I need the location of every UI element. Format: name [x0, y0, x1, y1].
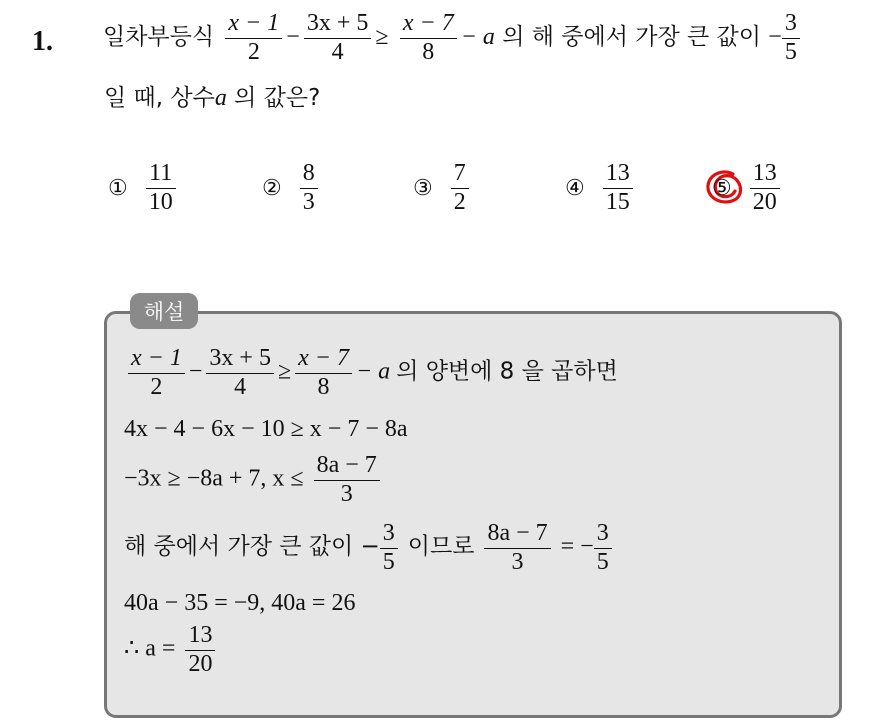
- fraction-4: $\frac{3}{5}$: [782, 10, 800, 66]
- question-line-1: 일차부등식 $\frac{x - 1}{2}$ − $\frac{3x + 5}{4}$ ≥ $\frac{x - 7}{8}$ − a 의 해 중에서 가장 큰 값이 − $\frac{3}{5}$: [103, 10, 804, 66]
- solution-line-4: 해 중에서 가장 큰 값이 − $\frac{3}{5}$ 이므로 $\frac{8a - 7}{3}$ = − $\frac{3}{5}$: [124, 520, 616, 576]
- solution-line-1: $\frac{x - 1}{2}$ − $\frac{3x + 5}{4}$ ≥ $\frac{x - 7}{8}$ − a 의 양변에 8 을 곱하면: [124, 345, 618, 401]
- fraction-3: $\frac{x - 7}{8}$: [400, 10, 457, 66]
- solution-line-6: ∴ a = $\frac{13}{20}$: [124, 622, 219, 678]
- solution-line-2: 4x − 4 − 6x − 10 ≥ x − 7 − 8a: [124, 416, 408, 442]
- choice-1[interactable]: ① $\frac{11}{10}$: [108, 160, 180, 216]
- solution-tag: 해설: [130, 293, 198, 329]
- fraction-2: $\frac{3x + 5}{4}$: [304, 10, 372, 66]
- choice-3[interactable]: ③ $\frac{7}{2}$: [413, 160, 473, 216]
- choice-2[interactable]: ② $\frac{8}{3}$: [262, 160, 322, 216]
- question-intro: 일차부등식: [103, 24, 215, 51]
- fraction-1: $\frac{x - 1}{2}$: [225, 10, 282, 66]
- question-number: 1.: [32, 26, 53, 57]
- answer-circle-icon: ⑤: [712, 176, 732, 201]
- choice-5[interactable]: ⑤ $\frac{13}{20}$: [712, 160, 784, 216]
- solution-line-5: 40a − 35 = −9, 40a = 26: [124, 590, 356, 616]
- choice-4[interactable]: ④ $\frac{13}{15}$: [565, 160, 637, 216]
- question-line-2: 일 때, 상수a 의 값은?: [104, 85, 321, 111]
- solution-line-3: −3x ≥ −8a + 7, x ≤ $\frac{8a - 7}{3}$: [124, 452, 384, 508]
